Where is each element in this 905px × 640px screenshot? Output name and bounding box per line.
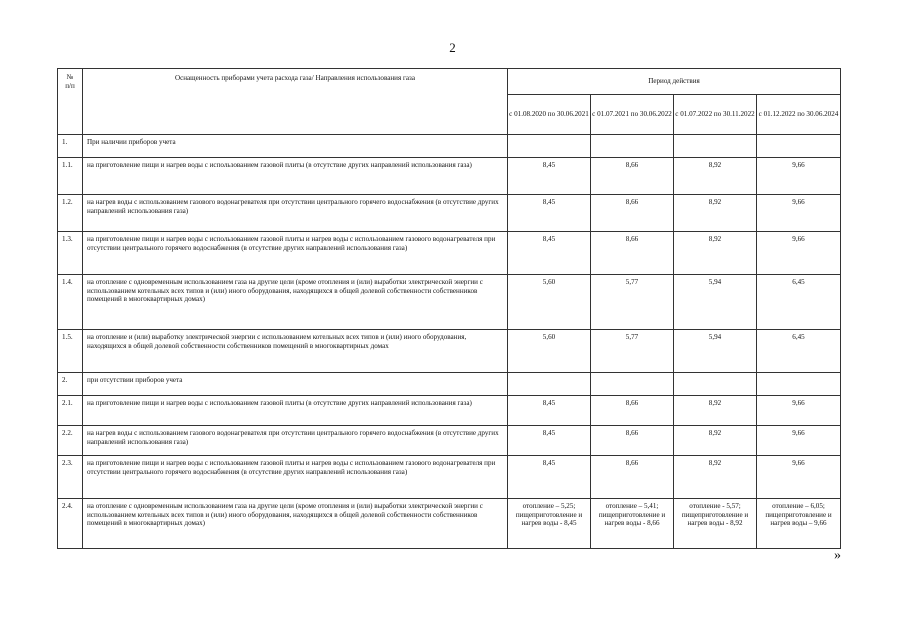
row-description: на нагрев воды с использованием газового водонагревателя при отсутствии центрального горячего водоснабжения (в отсутствие других направлений использования газа) — [83, 195, 508, 232]
table-row — [58, 396, 841, 426]
header-period: с 01.08.2020 по 30.06.2021 — [508, 95, 591, 135]
table-row — [58, 456, 841, 499]
row-value: 5,77 — [591, 330, 674, 373]
header-num: № п/п — [58, 69, 83, 135]
row-value: 8,92 — [674, 232, 757, 275]
table-row — [58, 232, 841, 275]
row-value: 8,92 — [674, 456, 757, 499]
row-value: 8,45 — [508, 232, 591, 275]
row-value: 9,66 — [757, 426, 841, 456]
row-description: При наличии приборов учета — [83, 135, 508, 158]
row-value: 8,66 — [591, 426, 674, 456]
row-value: 5,60 — [508, 275, 591, 330]
row-value: 5,60 — [508, 330, 591, 373]
gas-norms-table — [57, 68, 841, 549]
row-value: 8,45 — [508, 195, 591, 232]
row-value — [591, 135, 674, 158]
row-value: 9,66 — [757, 195, 841, 232]
row-description: на нагрев воды с использованием газового водонагревателя при отсутствии центрального горячего водоснабжения (в отсутствие других направлений использования газа) — [83, 426, 508, 456]
row-value: отопление - 5,57; пищеприготовление и нагрев воды - 8,92 — [674, 499, 757, 549]
row-value: 8,66 — [591, 456, 674, 499]
row-description: на отопление с одновременным использованием газа на другие цели (кроме отопления и (или) выработки электрической энергии с использованием котельных всех типов и (или) иного оборудования, находящихся в общей долевой собственности собственников помещений в многоквартирных домах) — [83, 499, 508, 549]
row-description: на отопление с одновременным использованием газа на другие цели (кроме отопления и (или) выработки электрической энергии с использованием котельных всех типов и (или) иного оборудования, находящихся в общей долевой собственности собственников помещений в многоквартирных домах) — [83, 275, 508, 330]
table-row — [58, 135, 841, 158]
row-number: 2.3. — [58, 456, 83, 499]
closing-quote: » — [834, 548, 841, 563]
row-value: 8,66 — [591, 232, 674, 275]
table-row — [58, 195, 841, 232]
header-period-title: Период действия — [508, 69, 841, 95]
row-value: 9,66 — [757, 232, 841, 275]
page-number: 2 — [449, 40, 456, 55]
table-row — [58, 373, 841, 396]
row-description: на приготовление пищи и нагрев воды с использованием газовой плиты и нагрев воды с использованием газового водонагревателя при отсутствии центрального горячего водоснабжения (в отсутствие других направлений использования газа) — [83, 232, 508, 275]
table-row — [58, 426, 841, 456]
row-value: 8,45 — [508, 396, 591, 426]
row-description: на приготовление пищи и нагрев воды с использованием газовой плиты и нагрев воды с использованием газового водонагревателя при отсутствии центрального горячего водоснабжения (в отсутствие других направлений использования газа) — [83, 456, 508, 499]
row-value: 6,45 — [757, 330, 841, 373]
row-description: на приготовление пищи и нагрев воды с использованием газовой плиты (в отсутствие других направлений использования газа) — [83, 396, 508, 426]
row-value: 9,66 — [757, 396, 841, 426]
row-description: на приготовление пищи и нагрев воды с использованием газовой плиты (в отсутствие других направлений использования газа) — [83, 158, 508, 195]
row-number: 1.1. — [58, 158, 83, 195]
row-description: на отопление и (или) выработку электрической энергии с использованием котельных всех типов и (или) иного оборудования, находящихся в общей долевой собственности собственников помещений в многоквартирных домах — [83, 330, 508, 373]
row-value — [757, 373, 841, 396]
row-value: 8,45 — [508, 158, 591, 195]
row-value — [674, 135, 757, 158]
row-value — [674, 373, 757, 396]
table-row — [58, 275, 841, 330]
row-number: 2.4. — [58, 499, 83, 549]
row-value — [508, 373, 591, 396]
row-number: 2. — [58, 373, 83, 396]
row-value: отопление – 5,25; пищеприготовление и нагрев воды - 8,45 — [508, 499, 591, 549]
row-value: отопление – 6,05; пищеприготовление и нагрев воды – 9,66 — [757, 499, 841, 549]
row-value: 8,66 — [591, 396, 674, 426]
row-value: отопление – 5,41; пищеприготовление и нагрев воды - 8,66 — [591, 499, 674, 549]
table-row — [58, 330, 841, 373]
row-number: 1. — [58, 135, 83, 158]
row-value: 5,94 — [674, 275, 757, 330]
row-value: 8,66 — [591, 158, 674, 195]
row-number: 1.3. — [58, 232, 83, 275]
row-value: 8,66 — [591, 195, 674, 232]
header-period: с 01.07.2022 по 30.11.2022 — [674, 95, 757, 135]
row-value: 8,92 — [674, 396, 757, 426]
row-value: 6,45 — [757, 275, 841, 330]
row-value: 8,45 — [508, 456, 591, 499]
row-value: 8,92 — [674, 426, 757, 456]
header-description: Оснащенность приборами учета расхода газа/ Направления использования газа — [83, 69, 508, 135]
row-value: 8,92 — [674, 158, 757, 195]
row-value: 5,94 — [674, 330, 757, 373]
table-row — [58, 499, 841, 549]
row-value: 5,77 — [591, 275, 674, 330]
row-value: 8,92 — [674, 195, 757, 232]
table-row — [58, 158, 841, 195]
row-value: 9,66 — [757, 158, 841, 195]
header-period: с 01.12.2022 по 30.06.2024 — [757, 95, 841, 135]
row-value — [591, 373, 674, 396]
row-description: при отсутствии приборов учета — [83, 373, 508, 396]
row-value — [508, 135, 591, 158]
row-number: 1.4. — [58, 275, 83, 330]
row-value: 8,45 — [508, 426, 591, 456]
row-value: 9,66 — [757, 456, 841, 499]
row-value — [757, 135, 841, 158]
row-number: 2.2. — [58, 426, 83, 456]
row-number: 1.5. — [58, 330, 83, 373]
row-number: 1.2. — [58, 195, 83, 232]
row-number: 2.1. — [58, 396, 83, 426]
header-period: с 01.07.2021 по 30.06.2022 — [591, 95, 674, 135]
